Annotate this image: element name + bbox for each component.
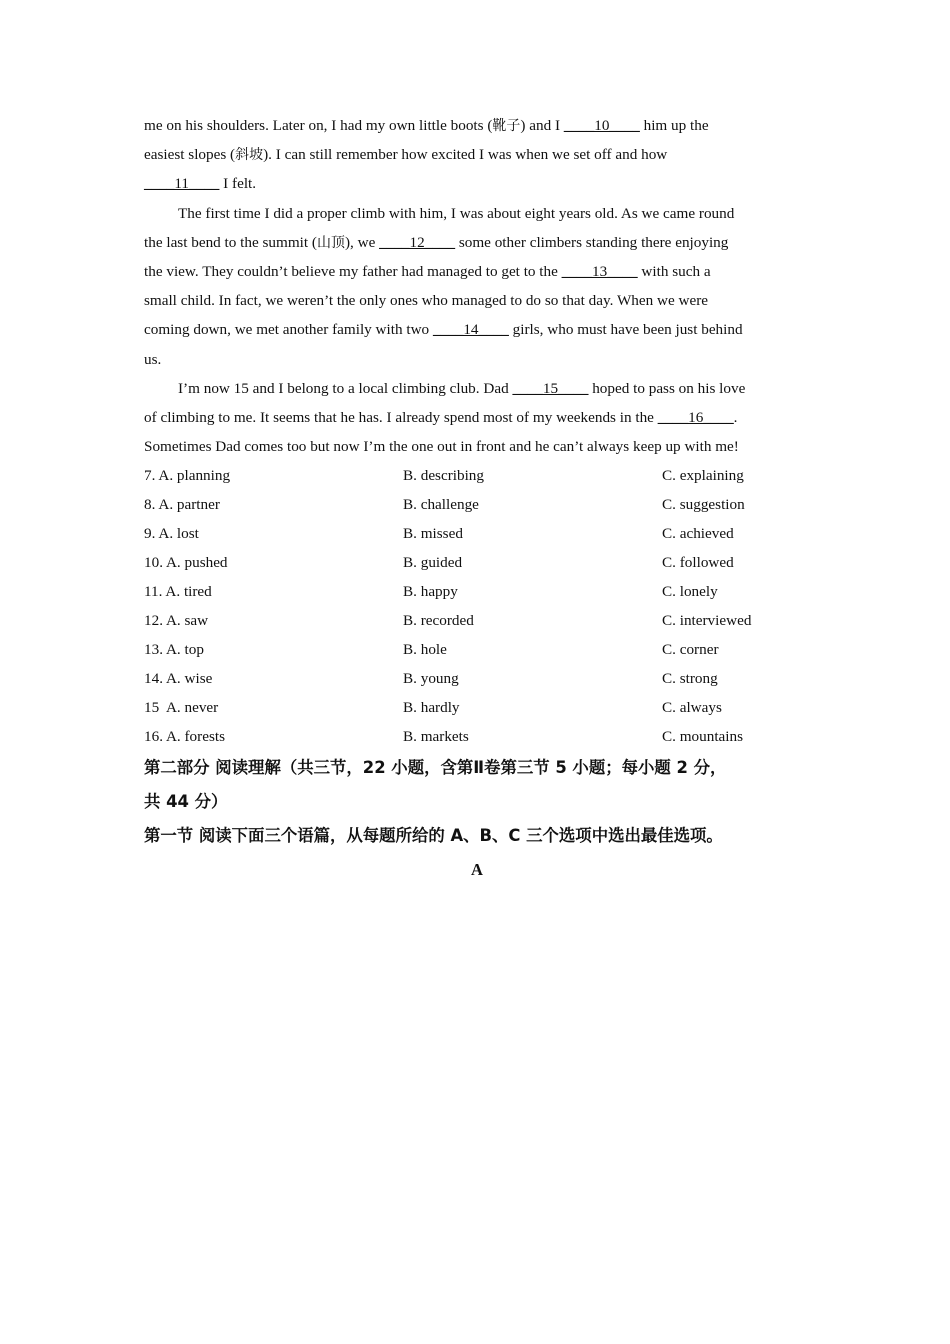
section-title-line-1: 第二部分 阅读理解（共三节，22 小题，含第Ⅱ卷第三节 5 小题；每小题 2 分， — [144, 758, 727, 778]
text-line — [144, 257, 810, 286]
option-b: B. markets — [403, 728, 469, 746]
option-row-10 — [144, 548, 810, 577]
option-a: 15 A. never — [144, 699, 219, 717]
option-b: B. recorded — [403, 612, 474, 630]
text: the view. They couldn’t believe my father had managed to get to the — [144, 262, 562, 280]
option-c: C. strong — [662, 670, 718, 688]
option-b: B. hardly — [403, 699, 460, 717]
text: some other climbers standing there enjoying — [455, 233, 729, 251]
option-c: C. suggestion — [662, 496, 745, 514]
text-line: us. — [144, 350, 162, 368]
answer-options — [144, 461, 810, 751]
text: with such a — [637, 262, 711, 280]
option-a: 12. A. saw — [144, 612, 209, 630]
section-title-line-2: 共 44 分） — [144, 792, 228, 812]
blank-11: ____11____ — [144, 175, 220, 193]
text: ). I can still remember how excited I was when we set off and how — [263, 146, 668, 164]
text: easiest slopes ( — [144, 146, 236, 164]
option-a: 16. A. forests — [144, 728, 225, 746]
text: ), we — [344, 233, 380, 251]
text-line — [144, 228, 810, 257]
blank-16: ____16____ — [657, 408, 734, 426]
part-one-instruction: 第一节 阅读下面三个语篇，从每题所给的 A、B、C 三个选项中选出最佳选项。 — [144, 826, 723, 846]
option-a: 8. A. partner — [144, 496, 220, 514]
option-c: C. corner — [662, 641, 719, 659]
text: coming down, we met another family with two — [144, 321, 433, 339]
option-a: 11. A. tired — [144, 583, 212, 601]
option-c: C. mountains — [662, 728, 744, 746]
option-c: C. explaining — [662, 467, 744, 485]
option-c: C. interviewed — [662, 612, 752, 630]
option-row-7 — [144, 461, 810, 490]
passage-paragraph-2 — [144, 199, 810, 374]
text-line — [144, 169, 810, 198]
option-row-9 — [144, 519, 810, 548]
text: him up the — [639, 117, 709, 134]
option-b: B. missed — [403, 525, 463, 543]
text-line: small child. In fact, we weren’t the only ones who managed to do so that day. When we were — [144, 292, 709, 310]
text: I’m now 15 and I belong to a local climbing club. Dad — [178, 379, 513, 397]
text-line — [144, 111, 810, 140]
text: girls, who must have been just behind — [508, 321, 743, 339]
option-b: B. guided — [403, 554, 463, 572]
option-c: C. followed — [662, 554, 734, 572]
option-b: B. happy — [403, 583, 458, 601]
text: . — [733, 408, 738, 426]
text-line: Sometimes Dad comes too but now I’m the one out in front and he can’t always keep up with me! — [144, 438, 739, 456]
option-b: B. young — [403, 670, 459, 688]
blank-13: ____13____ — [561, 262, 638, 280]
passage-paragraph-3 — [144, 374, 810, 462]
option-b: B. hole — [403, 641, 447, 659]
blank-10: ____10____ — [563, 117, 640, 134]
option-row-14 — [144, 664, 810, 693]
option-c: C. achieved — [662, 525, 734, 543]
option-c: C. lonely — [662, 583, 718, 601]
blank-15: ____15____ — [512, 379, 589, 397]
option-a: 10. A. pushed — [144, 554, 228, 572]
option-row-12 — [144, 606, 810, 635]
option-a: 9. A. lost — [144, 525, 199, 543]
passage-letter-a: A — [471, 860, 483, 880]
text: I felt. — [219, 175, 257, 193]
passage-paragraph-1 — [144, 111, 810, 199]
blank-14: ____14____ — [432, 321, 509, 339]
text: ) and I — [520, 117, 564, 134]
option-c: C. always — [662, 699, 722, 717]
option-b: B. describing — [403, 467, 484, 485]
document-content — [144, 111, 810, 887]
option-a: 7. A. planning — [144, 467, 231, 485]
text-line: The first time I did a proper climb with him, I was about eight years old. As we came round — [178, 204, 735, 222]
option-b: B. challenge — [403, 496, 479, 514]
option-row-16 — [144, 722, 810, 751]
text: hoped to pass on his love — [588, 379, 746, 397]
option-row-8 — [144, 490, 810, 519]
text-line — [144, 403, 810, 432]
section-two-header — [144, 751, 810, 887]
text: me on his shoulders. Later on, I had my own little boots ( — [144, 117, 493, 134]
text-line — [144, 315, 810, 344]
text: of climbing to me. It seems that he has. I already spend most of my weekends in the — [144, 408, 658, 426]
chinese-gloss: 靴子 — [492, 118, 521, 134]
text: the last bend to the summit ( — [144, 233, 317, 251]
option-row-15 — [144, 693, 810, 722]
text-line — [144, 140, 810, 169]
option-row-11 — [144, 577, 810, 606]
chinese-gloss: 山顶 — [316, 234, 345, 251]
chinese-gloss: 斜坡 — [235, 147, 264, 164]
option-a: 14. A. wise — [144, 670, 213, 688]
blank-12: ____12____ — [379, 233, 456, 251]
option-row-13 — [144, 635, 810, 664]
text-line — [144, 374, 810, 403]
option-a: 13. A. top — [144, 641, 204, 659]
